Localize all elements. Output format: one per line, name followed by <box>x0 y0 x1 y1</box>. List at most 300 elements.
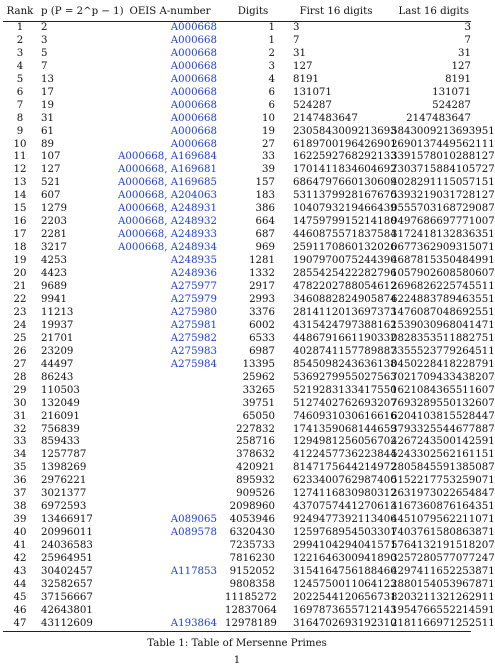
exponent-cell: 61 <box>41 125 54 137</box>
table-row <box>3 35 471 48</box>
first-digits-cell: 3154164756188460 <box>293 565 397 577</box>
table-row <box>3 113 471 126</box>
table-row <box>3 242 471 255</box>
table-row <box>3 87 471 100</box>
exponent-cell: 31 <box>41 112 54 124</box>
digits-cell: 39 <box>262 164 275 176</box>
oeis-link[interactable]: A275980 <box>170 306 217 318</box>
header-digits: Digits <box>237 6 269 17</box>
table-row <box>3 488 471 501</box>
table-row <box>3 475 471 488</box>
first-digits-cell: 1622592768292133 <box>293 151 397 163</box>
oeis-link[interactable]: A248935 <box>170 255 217 267</box>
rank-cell: 12 <box>13 164 27 176</box>
digits-cell: 27 <box>262 138 275 150</box>
digits-cell: 33265 <box>242 384 275 396</box>
oeis-link[interactable]: A248936 <box>170 268 217 280</box>
last-digits-cell: 1621084365511607 <box>391 384 495 396</box>
oeis-link <box>115 462 225 475</box>
oeis-link <box>115 488 225 501</box>
exponent-cell: 23209 <box>41 345 74 357</box>
digits-cell: 1332 <box>249 268 275 280</box>
table-row <box>3 164 471 177</box>
rank-cell: 5 <box>16 73 24 85</box>
digits-cell: 33 <box>262 151 275 163</box>
last-digits-cell: 3391578010288127 <box>391 151 495 163</box>
first-digits-cell: 1294981256056702 <box>293 436 397 448</box>
rank-cell: 7 <box>16 99 24 111</box>
oeis-link[interactable]: A275984 <box>170 358 217 370</box>
table-row <box>3 307 471 320</box>
first-digits-cell: 1245750011064123 <box>293 578 397 590</box>
rank-cell: 29 <box>13 384 27 396</box>
rank-cell: 39 <box>13 514 27 526</box>
rank-cell: 42 <box>13 553 27 565</box>
rank-cell: 24 <box>13 319 27 331</box>
header-rank: Rank <box>6 6 34 17</box>
rank-cell: 15 <box>13 203 27 215</box>
first-digits-cell: 2591170860132026 <box>293 242 397 254</box>
first-digits-cell: 7460931030616616 <box>293 410 397 422</box>
last-digits-cell: 31 <box>458 47 471 59</box>
digits-cell: 6 <box>268 86 275 98</box>
rank-cell: 20 <box>13 268 27 280</box>
exponent-cell: 2976221 <box>41 475 87 487</box>
digits-cell: 4 <box>268 73 275 85</box>
rank-cell: 27 <box>13 358 27 370</box>
digits-cell: 6533 <box>249 332 275 344</box>
last-digits-cell: 0677362909315071 <box>391 242 495 254</box>
exponent-cell: 13 <box>41 73 54 85</box>
rank-cell: 22 <box>13 293 27 305</box>
rank-cell: 45 <box>13 591 27 603</box>
first-digits-cell: 8147175644214972 <box>293 462 397 474</box>
header-first-digits: First 16 digits <box>299 6 373 17</box>
first-digits-cell: 2022544120656731 <box>293 591 397 603</box>
first-digits-cell: 5219283133417550 <box>293 384 397 396</box>
table-row <box>3 514 471 527</box>
first-digits-cell: 1697873655712143 <box>293 604 397 616</box>
table-row <box>3 268 471 281</box>
first-digits-cell: 31 <box>293 47 306 59</box>
first-digits-cell: 8191 <box>293 73 319 85</box>
exponent-cell: 30402457 <box>41 565 93 577</box>
first-digits-cell: 524287 <box>293 99 332 111</box>
digits-cell: 969 <box>255 242 275 254</box>
exponent-cell: 25964951 <box>41 553 93 565</box>
digits-cell: 25962 <box>242 371 275 383</box>
last-digits-cell: 0450228418228791 <box>391 358 495 370</box>
last-digits-cell: 5152217753259071 <box>391 475 495 487</box>
rank-cell: 33 <box>13 436 27 448</box>
digits-cell: 13395 <box>242 358 275 370</box>
table-row <box>3 61 471 74</box>
oeis-link <box>115 398 225 411</box>
last-digits-cell: 131071 <box>432 86 471 98</box>
table-row <box>3 229 471 242</box>
oeis-link <box>115 579 225 592</box>
exponent-cell: 1257787 <box>41 449 87 461</box>
table-row <box>3 566 471 579</box>
first-digits-cell: 3460882824905874 <box>293 293 397 305</box>
rank-cell: 28 <box>13 371 27 383</box>
rank-cell: 38 <box>13 501 27 513</box>
last-digits-cell: 9497686697771007 <box>391 216 495 228</box>
oeis-link[interactable]: A000668 <box>170 60 217 72</box>
exponent-cell: 19937 <box>41 319 74 331</box>
table-row <box>3 527 471 540</box>
oeis-link[interactable]: A193864 <box>170 617 217 629</box>
last-digits-cell: 4451079562211071 <box>391 514 495 526</box>
digits-cell: 12978189 <box>225 617 277 629</box>
exponent-cell: 37156667 <box>41 591 93 603</box>
last-digits-cell: 127 <box>451 60 471 72</box>
rank-cell: 25 <box>13 332 27 344</box>
digits-cell: 65050 <box>242 410 275 422</box>
first-digits-cell: 1040793219466439 <box>293 203 397 215</box>
header-oeis: OEIS A-number <box>129 6 211 17</box>
rank-cell: 47 <box>13 617 27 629</box>
first-digits-cell: 2994104294041571 <box>293 540 397 552</box>
header-last-digits: Last 16 digits <box>398 6 469 17</box>
rank-cell: 44 <box>13 578 27 590</box>
exponent-cell: 24036583 <box>41 540 93 552</box>
first-digits-cell: 1221646300941890 <box>293 553 397 565</box>
first-digits-cell: 5369279955027563 <box>293 371 397 383</box>
oeis-link <box>115 605 225 618</box>
last-digits-cell: 8191 <box>445 73 471 85</box>
exponent-cell: 17 <box>41 86 54 98</box>
digits-cell: 378632 <box>236 449 275 461</box>
rank-cell: 41 <box>13 540 27 552</box>
rank-cell: 40 <box>13 527 27 539</box>
last-digits-cell: 5843009213693951 <box>391 125 495 137</box>
rank-cell: 19 <box>13 255 27 267</box>
oeis-link <box>115 411 225 424</box>
table-row <box>3 294 471 307</box>
first-digits-cell: 8545098243636138 <box>293 358 397 370</box>
exponent-cell: 3021377 <box>41 488 87 500</box>
digits-cell: 909526 <box>236 488 275 500</box>
last-digits-cell: 1954766552214591 <box>391 604 495 616</box>
table-row <box>3 100 471 113</box>
last-digits-cell: 7693289550132607 <box>391 397 495 409</box>
page-number: 1 <box>233 655 241 666</box>
first-digits-cell: 1907970075244390 <box>293 255 397 267</box>
oeis-link[interactable]: A275977 <box>170 281 217 293</box>
digits-cell: 4053946 <box>229 514 275 526</box>
digits-cell: 420921 <box>236 462 275 474</box>
exponent-cell: 19 <box>41 99 54 111</box>
exponent-cell: 89 <box>41 138 54 150</box>
rank-cell: 26 <box>13 345 27 357</box>
table-row <box>3 177 471 190</box>
exponent-cell: 216091 <box>41 410 80 422</box>
digits-cell: 1281 <box>249 255 275 267</box>
rank-cell: 13 <box>13 177 27 189</box>
oeis-link[interactable]: A117853 <box>170 565 217 577</box>
oeis-link <box>115 424 225 437</box>
first-digits-cell: 4460875571837584 <box>293 229 397 241</box>
digits-cell: 687 <box>255 229 275 241</box>
rank-cell: 14 <box>13 190 27 202</box>
last-digits-cell: 3 <box>464 21 471 33</box>
rank-cell: 23 <box>13 306 27 318</box>
table-row <box>3 424 471 437</box>
digits-cell: 183 <box>255 190 275 202</box>
oeis-link[interactable]: A000668, A169681 <box>118 164 217 176</box>
oeis-link <box>115 553 225 566</box>
first-digits-cell: 2814112013697373 <box>293 306 397 318</box>
oeis-link[interactable]: A000668 <box>170 86 217 98</box>
rank-cell: 2 <box>16 34 24 46</box>
last-digits-cell: 7 <box>464 34 471 46</box>
table-row <box>3 372 471 385</box>
oeis-link[interactable]: A000668 <box>170 21 217 33</box>
exponent-cell: 521 <box>41 177 61 189</box>
exponent-cell: 9689 <box>41 281 67 293</box>
first-digits-cell: 4122457736223844 <box>293 449 397 461</box>
table-row <box>3 618 471 631</box>
last-digits-cell: 4687815350484991 <box>391 255 495 267</box>
digits-cell: 39751 <box>242 397 275 409</box>
oeis-link[interactable]: A000668 <box>170 73 217 85</box>
last-digits-cell: 2805845591385087 <box>391 462 495 474</box>
exponent-cell: 21701 <box>41 332 74 344</box>
first-digits-cell: 4486791661190332 <box>293 332 397 344</box>
first-digits-cell: 1701411834604692 <box>293 164 397 176</box>
oeis-link[interactable]: A275982 <box>170 332 217 344</box>
exponent-cell: 1398269 <box>41 462 87 474</box>
oeis-link <box>115 592 225 605</box>
rank-cell: 17 <box>13 229 27 241</box>
rank-cell: 6 <box>16 86 24 98</box>
exponent-cell: 44497 <box>41 358 74 370</box>
oeis-link[interactable]: A000668, A248932 <box>118 216 217 228</box>
first-digits-cell: 131071 <box>293 86 332 98</box>
first-digits-cell: 1741359068144659 <box>293 423 397 435</box>
exponent-cell: 132049 <box>41 397 80 409</box>
oeis-link <box>115 449 225 462</box>
last-digits-cell: 7403761580863871 <box>391 527 495 539</box>
rank-cell: 34 <box>13 449 27 461</box>
exponent-cell: 42643801 <box>41 604 93 616</box>
exponent-cell: 4423 <box>41 268 67 280</box>
digits-cell: 12837064 <box>225 604 277 616</box>
first-digits-cell: 2855425422282796 <box>293 268 397 280</box>
table-row <box>3 139 471 152</box>
exponent-cell: 607 <box>41 190 61 202</box>
exponent-cell: 1279 <box>41 203 67 215</box>
exponent-cell: 32582657 <box>41 578 93 590</box>
exponent-cell: 5 <box>41 47 48 59</box>
rank-cell: 3 <box>16 47 24 59</box>
last-digits-cell: 7021709433438207 <box>391 371 495 383</box>
rank-cell: 10 <box>13 138 27 150</box>
oeis-link[interactable]: A000668, A169685 <box>118 177 217 189</box>
oeis-link[interactable]: A000668 <box>170 99 217 111</box>
last-digits-cell: 3355523779264511 <box>391 345 495 357</box>
oeis-link[interactable]: A000668 <box>170 138 217 150</box>
last-digits-cell: 1476087048692551 <box>391 306 495 318</box>
first-digits-cell: 6189700196426901 <box>293 138 397 150</box>
last-digits-cell: 1057902608580607 <box>391 268 495 280</box>
table-row <box>3 385 471 398</box>
digits-cell: 895932 <box>236 475 275 487</box>
table-row <box>3 190 471 203</box>
rank-cell: 4 <box>16 60 24 72</box>
first-digits-cell: 5127402762693207 <box>293 397 397 409</box>
oeis-link <box>115 501 225 514</box>
digits-cell: 7816230 <box>229 553 275 565</box>
table-row <box>3 151 471 164</box>
first-digits-cell: 2305843009213693 <box>293 125 397 137</box>
oeis-link[interactable]: A000668, A248933 <box>118 229 217 241</box>
exponent-cell: 2203 <box>41 216 67 228</box>
exponent-cell: 20996011 <box>41 527 93 539</box>
oeis-link[interactable]: A000668, A169684 <box>118 151 217 163</box>
table-row <box>3 333 471 346</box>
last-digits-cell: 7303715884105727 <box>391 164 495 176</box>
first-digits-cell: 6864797660130609 <box>293 177 397 189</box>
digits-cell: 227832 <box>236 423 275 435</box>
digits-cell: 664 <box>255 216 275 228</box>
oeis-link <box>115 475 225 488</box>
oeis-link[interactable]: A275983 <box>170 345 217 357</box>
last-digits-cell: 0555703168729087 <box>391 203 495 215</box>
digits-cell: 1 <box>268 34 275 46</box>
exponent-cell: 3 <box>41 34 48 46</box>
last-digits-cell: 2880154053967871 <box>391 578 495 590</box>
exponent-cell: 110503 <box>41 384 80 396</box>
last-digits-cell: 4267243500142591 <box>391 436 495 448</box>
oeis-link[interactable]: A000668, A248934 <box>118 242 217 254</box>
rank-cell: 30 <box>13 397 27 409</box>
first-digits-cell: 1259768954503301 <box>293 527 397 539</box>
exponent-cell: 7 <box>41 60 48 72</box>
exponent-cell: 13466917 <box>41 514 93 526</box>
rank-cell: 32 <box>13 423 27 435</box>
table-row <box>3 398 471 411</box>
table-row <box>3 255 471 268</box>
rank-cell: 11 <box>13 151 27 163</box>
exponent-cell: 2281 <box>41 229 67 241</box>
table-row <box>3 540 471 553</box>
digits-cell: 1 <box>268 21 275 33</box>
last-digits-cell: 4297411652253871 <box>391 565 495 577</box>
digits-cell: 10 <box>262 112 275 124</box>
exponent-cell: 2 <box>41 21 48 33</box>
first-digits-cell: 1475979915214180 <box>293 216 397 228</box>
first-digits-cell: 2147483647 <box>293 112 358 124</box>
table-row <box>3 21 471 34</box>
oeis-link[interactable]: A275979 <box>170 293 217 305</box>
digits-cell: 2098960 <box>229 501 275 513</box>
table-row <box>3 320 471 333</box>
table-row <box>3 216 471 229</box>
digits-cell: 6 <box>268 99 275 111</box>
first-digits-cell: 4782202788054612 <box>293 281 397 293</box>
exponent-cell: 9941 <box>41 293 67 305</box>
oeis-link[interactable]: A000668 <box>170 47 217 59</box>
oeis-link <box>115 372 225 385</box>
table-row <box>3 48 471 61</box>
digits-cell: 157 <box>255 177 275 189</box>
digits-cell: 6320430 <box>229 527 275 539</box>
rank-cell: 43 <box>13 565 27 577</box>
last-digits-cell: 2631973022654847 <box>391 488 495 500</box>
rank-cell: 8 <box>16 112 24 124</box>
first-digits-cell: 3 <box>293 21 300 33</box>
exponent-cell: 11213 <box>41 306 74 318</box>
oeis-link[interactable]: A089065 <box>170 514 217 526</box>
last-digits-cell: 4028291115057151 <box>391 177 495 189</box>
digits-cell: 19 <box>262 125 275 137</box>
first-digits-cell: 7 <box>293 34 300 46</box>
table-row <box>3 346 471 359</box>
rank-cell: 9 <box>16 125 24 137</box>
table-row <box>3 592 471 605</box>
rank-cell: 1 <box>16 21 24 33</box>
oeis-link[interactable]: A000668, A248931 <box>118 203 217 215</box>
last-digits-cell: 2147483647 <box>406 112 471 124</box>
table-row <box>3 74 471 87</box>
table-row <box>3 359 471 372</box>
exponent-cell: 43112609 <box>41 617 93 629</box>
rank-cell: 16 <box>13 216 27 228</box>
oeis-link[interactable]: A000668 <box>170 34 217 46</box>
exponent-cell: 4253 <box>41 255 67 267</box>
first-digits-cell: 3164702693192310 <box>293 617 397 629</box>
oeis-link[interactable]: A000668 <box>170 125 217 137</box>
oeis-link[interactable]: A000668, A204063 <box>118 190 217 202</box>
last-digits-cell: 0828353511882751 <box>391 332 495 344</box>
rank-cell: 46 <box>13 604 27 616</box>
rank-cell: 37 <box>13 488 27 500</box>
last-digits-cell: 4167360876164351 <box>391 501 495 513</box>
digits-cell: 2993 <box>249 293 275 305</box>
last-digits-cell: 6204103815528447 <box>391 410 495 422</box>
rank-cell: 18 <box>13 242 27 254</box>
oeis-link[interactable]: A275981 <box>170 319 217 331</box>
exponent-cell: 756839 <box>41 423 80 435</box>
first-digits-cell: 4315424797388162 <box>293 319 397 331</box>
rank-cell: 36 <box>13 475 27 487</box>
table-body <box>3 21 495 631</box>
exponent-cell: 859433 <box>41 436 80 448</box>
first-digits-cell: 4370757441270613 <box>293 501 397 513</box>
last-digits-cell: 8203211321262911 <box>391 591 495 603</box>
digits-cell: 6002 <box>249 319 275 331</box>
digits-cell: 9152052 <box>229 565 275 577</box>
last-digits-cell: 5393219031728127 <box>391 190 495 202</box>
last-digits-cell: 2181166971252511 <box>391 617 495 629</box>
oeis-link[interactable]: A089578 <box>170 527 217 539</box>
digits-cell: 386 <box>255 203 275 215</box>
digits-cell: 9808358 <box>229 578 275 590</box>
table-row <box>3 605 471 618</box>
oeis-link <box>115 385 225 398</box>
digits-cell: 3 <box>268 60 275 72</box>
table-row <box>3 281 471 294</box>
table-row <box>3 436 471 449</box>
last-digits-cell: 5243302562161151 <box>391 449 495 461</box>
digits-cell: 11185272 <box>225 591 277 603</box>
oeis-link[interactable]: A000668 <box>170 112 217 124</box>
last-digits-cell: 6224883789463551 <box>391 293 495 305</box>
last-digits-cell: 5764132191518207 <box>391 540 495 552</box>
digits-cell: 258716 <box>236 436 275 448</box>
